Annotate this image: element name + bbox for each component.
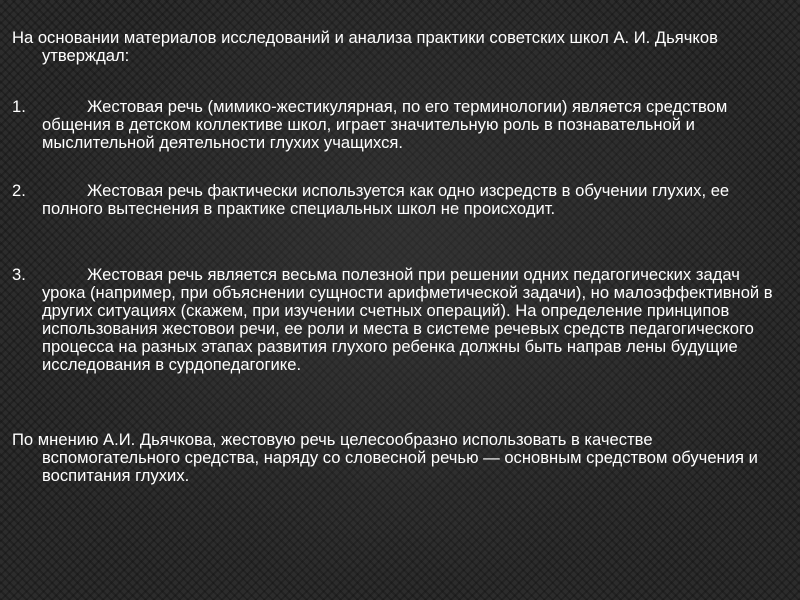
list-item-1 [12, 98, 782, 152]
list-item-number: 1. [12, 97, 26, 116]
list-item-3 [12, 266, 782, 374]
conclusion-paragraph: По мнению А.И. Дьячкова, жестовую речь целесообразно использовать в качестве вспомогательного средства, наряду со словесной речью — основным средством обучения и воспитания глухих. [12, 430, 758, 485]
intro-paragraph: На основании материалов исследований и анализа практики советских школ А. И. Дьячков утверждал: [12, 28, 718, 65]
list-item-text: Жестовая речь фактически используется как одно изсредств в обучении глухих, ее полного вытеснения в практике специальных школ не происходит. [42, 181, 730, 218]
list-item-text: Жестовая речь является весьма полезной при решении одних педагогических задач урока (например, при объяснении сущности арифметической задачи), но малоэффективной в других ситуациях (скажем, при изучении счетных операций). На определение принципов использования жестовои речи, ее роли и места в системе речевых средств педагогического процесса на разных этапах развития глухого ребенка должны быть направ лены будущие исследования в сурдопедагогике. [42, 265, 773, 374]
list-item-text: Жестовая речь (мимико-жестикулярная, по его терминологии) является средством общения в детском коллективе школ, играет значительную роль в познавательной и мыслительной деятельности глухих учащихся. [42, 97, 728, 152]
list-item-number: 3. [12, 265, 26, 284]
list-item-2 [12, 182, 782, 218]
list-item-number: 2. [12, 181, 26, 200]
